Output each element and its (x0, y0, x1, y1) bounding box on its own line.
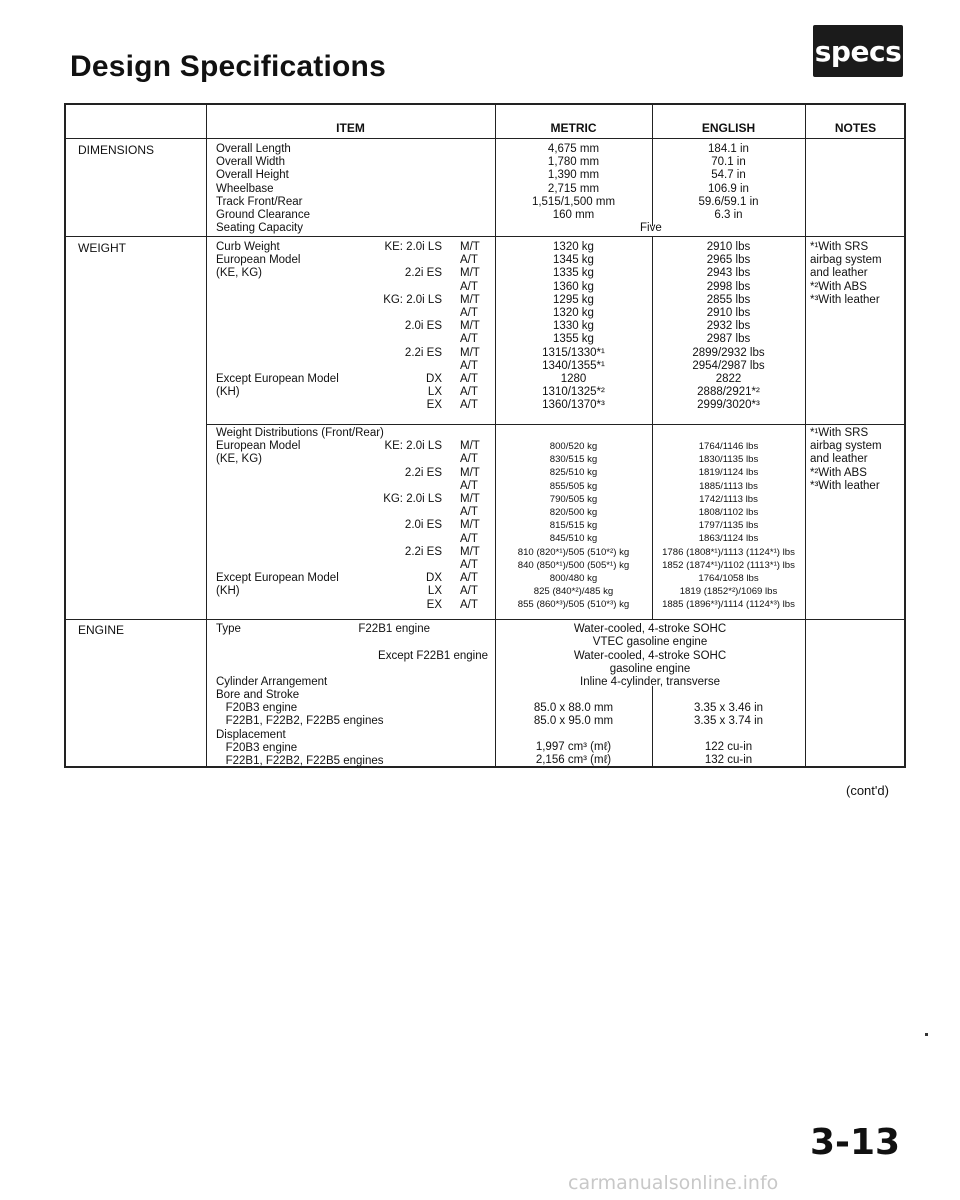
header-notes: NOTES (834, 121, 877, 135)
curb-weight-items: Curb Weight European Model (KE, KG) Except European Model (KH) (216, 241, 339, 399)
displacement-english: 122 cu-in 132 cu-in (704, 741, 753, 767)
dimension-english: 184.1 in 70.1 in 54.7 in 106.9 in 59.6/59.1 in 6.3 in (698, 143, 759, 222)
weight-dist-models: KE: 2.0i LS 2.2i ES KG: 2.0i LS 2.0i ES 2.2i ES DX LX EX (383, 440, 442, 611)
weight-dist-items: Weight Distributions (Front/Rear) European Model (KE, KG) Except European Model (KH) (216, 427, 384, 598)
speck-mark (925, 1033, 928, 1036)
curb-weight-transmission: M/T A/T M/T A/T M/T A/T M/T A/T M/T A/T A/T A/T A/T (460, 241, 480, 412)
seating-capacity-value: Five (640, 222, 662, 234)
weight-dist-metric: 800/520 kg 830/515 kg 825/510 kg 855/505 kg 790/505 kg 820/500 kg 815/515 kg 845/510 kg 810 (820*¹)/505 (510*²) kg 840 (850*¹)/500 (505*¹) kg 800/480 kg 825 (840*²)/485 kg 855 (860*³)/505 (510*³) kg (517, 441, 630, 611)
col-divider-1 (206, 104, 207, 767)
engine-type-value-2: Water-cooled, 4-stroke SOHC gasoline engine (573, 650, 727, 676)
category-weight: WEIGHT (78, 241, 126, 255)
header-item: ITEM (336, 121, 365, 135)
header-divider (64, 138, 906, 139)
engine-type-except: Except F22B1 engine (378, 650, 488, 662)
weight-dist-transmission: M/T A/T M/T A/T M/T A/T M/T A/T M/T A/T A/T A/T A/T (460, 440, 480, 611)
dimension-metric: 4,675 mm 1,780 mm 1,390 mm 2,715 mm 1,515/1,500 mm 160 mm (531, 143, 616, 222)
page-number: 3-13 (810, 1122, 901, 1163)
page-title: Design Specifications (70, 50, 386, 83)
weight-dist-english: 1764/1146 lbs 1830/1135 lbs 1819/1124 lbs 1885/1113 lbs 1742/1113 lbs 1808/1102 lbs 1797/1135 lbs 1863/1124 lbs 1786 (1808*¹)/1113 (1124*¹) lbs 1852 (1874*¹)/1102 (1113*¹) lbs 1764/1058 lbs 1819 (1852*²)/1069 lbs 1885 (1896*³)/1114 (1124*³) lbs (662, 441, 795, 611)
continued-label: (cont'd) (846, 783, 889, 798)
weight-dist-notes: *¹With SRS airbag system and leather *²With ABS *³With leather (810, 427, 882, 492)
row-divider-weight (64, 236, 906, 237)
specs-badge: specs (813, 25, 903, 77)
bore-stroke-english: 3.35 x 3.46 in 3.35 x 3.74 in (693, 702, 764, 728)
category-dimensions: DIMENSIONS (78, 143, 155, 157)
engine-type-f22b1: F22B1 engine (358, 623, 430, 635)
curb-weight-models: KE: 2.0i LS 2.2i ES KG: 2.0i LS 2.0i ES 2.2i ES DX LX EX (383, 241, 442, 412)
category-engine: ENGINE (78, 623, 125, 637)
bore-stroke-metric: 85.0 x 88.0 mm 85.0 x 95.0 mm (533, 702, 614, 728)
col-divider-4 (805, 104, 806, 767)
engine-type-label: Type (216, 623, 241, 635)
curb-weight-english: 2910 lbs 2965 lbs 2943 lbs 2998 lbs 2855 lbs 2910 lbs 2932 lbs 2987 lbs 2899/2932 lbs 2954/2987 lbs 2822 2888/2921*² 2999/3020*³ (692, 241, 765, 412)
bore-displacement-items: Bore and Stroke F20B3 engine F22B1, F22B2, F22B5 engines Displacement F20B3 engine F22B1, F22B2, F22B5 engines (216, 689, 384, 768)
dimension-items: Overall Length Overall Width Overall Height Wheelbase Track Front/Rear Ground Clearance Seating Capacity (216, 143, 310, 235)
curb-weight-notes: *¹With SRS airbag system and leather *²With ABS *³With leather (810, 241, 882, 306)
displacement-metric: 1,997 cm³ (mℓ) 2,156 cm³ (mℓ) (535, 741, 612, 767)
row-divider-engine (64, 619, 906, 620)
header-english: ENGLISH (701, 121, 756, 135)
row-divider-dist (206, 424, 906, 425)
watermark: carmanualsonline.info (568, 1172, 779, 1194)
header-metric: METRIC (550, 121, 597, 135)
cylinder-arrangement-value: Inline 4-cylinder, transverse (580, 676, 720, 688)
cylinder-arrangement-label: Cylinder Arrangement (216, 676, 328, 688)
curb-weight-metric: 1320 kg 1345 kg 1335 kg 1360 kg 1295 kg 1320 kg 1330 kg 1355 kg 1315/1330*¹ 1340/1355*¹ 1280 1310/1325*² 1360/1370*³ (542, 241, 605, 412)
engine-type-value-1: Water-cooled, 4-stroke SOHC VTEC gasoline engine (573, 623, 727, 649)
